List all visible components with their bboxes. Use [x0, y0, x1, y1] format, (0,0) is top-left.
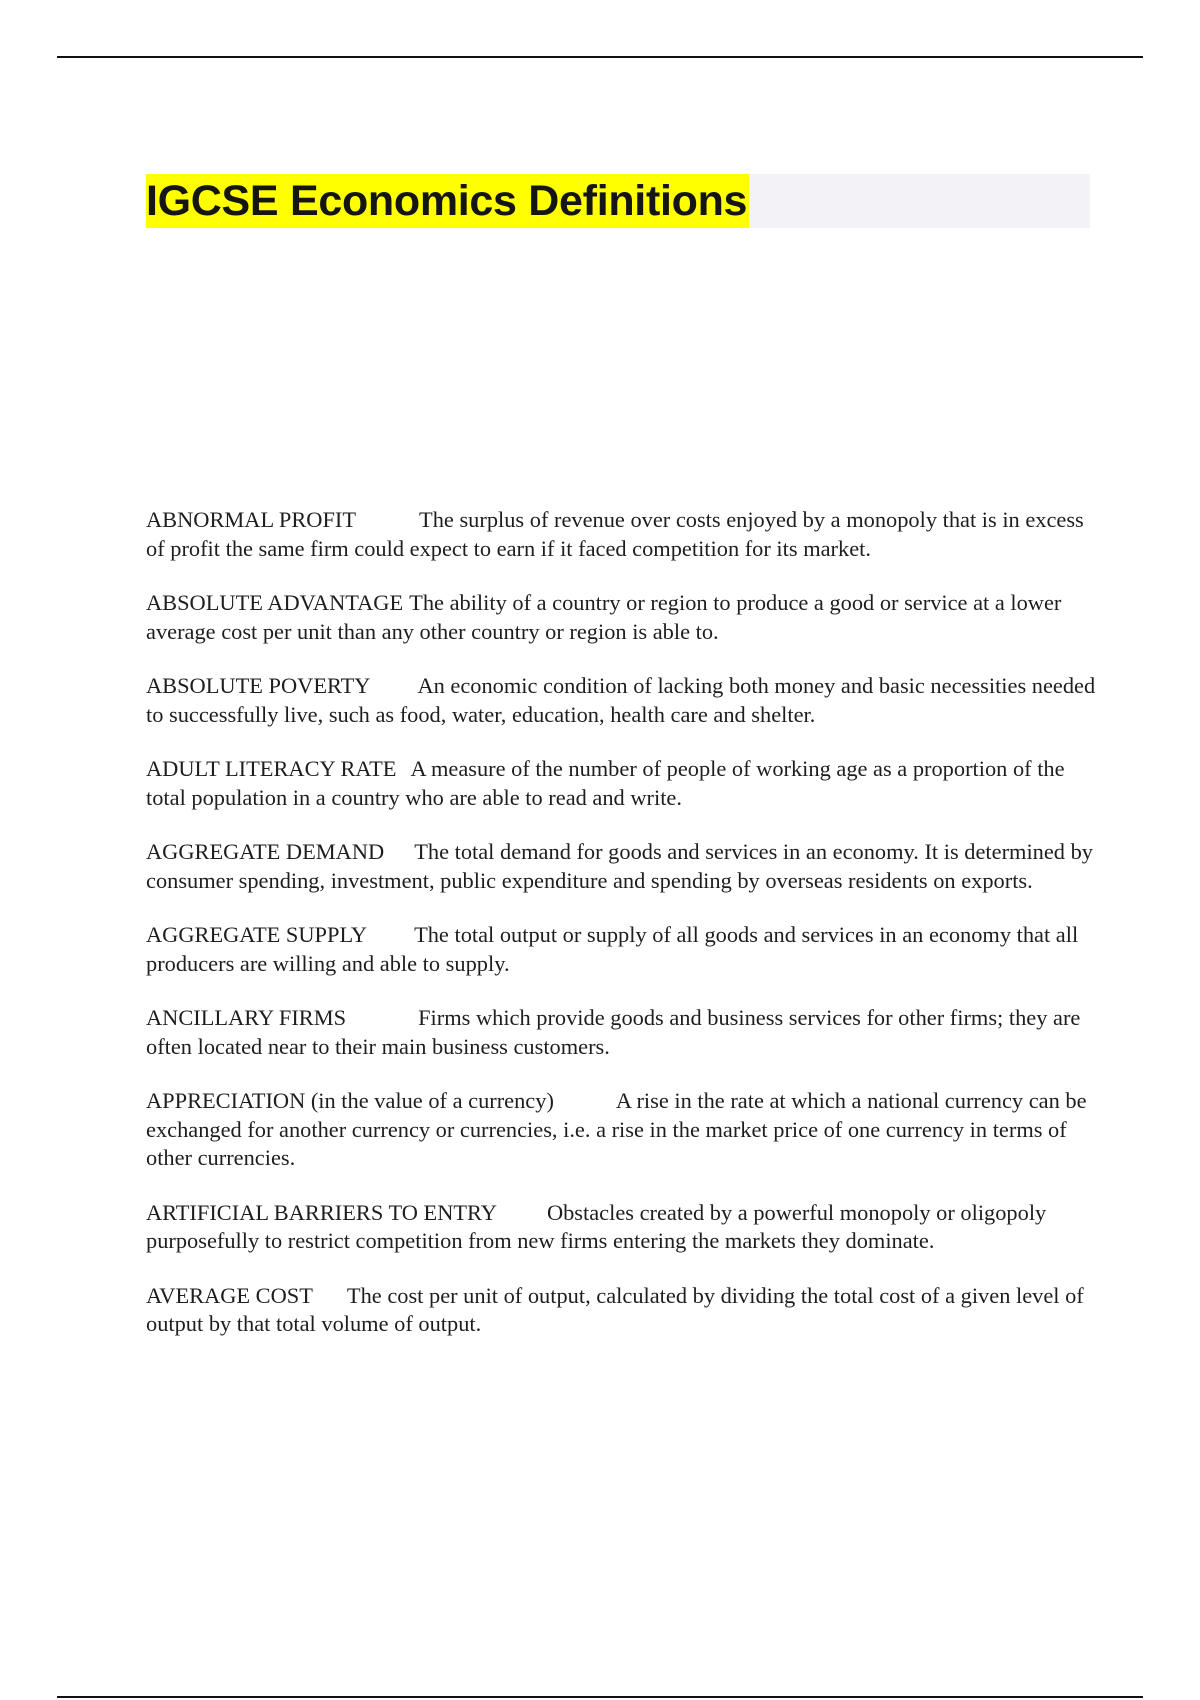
definition-text: The total demand for goods and services in an economy. It is determined by consumer spending, investment, public expenditure and spending by overseas residents on exports.	[146, 839, 1093, 893]
definition-entry	[146, 755, 1096, 812]
definition-entry	[146, 1004, 1096, 1061]
definition-term: ARTIFICIAL BARRIERS TO ENTRY	[146, 1199, 497, 1225]
definition-entry	[146, 589, 1096, 646]
definition-text: Obstacles created by a powerful monopoly or oligopoly purposefully to restrict competition from new firms entering the markets they dominate.	[146, 1199, 1047, 1253]
definition-term: AGGREGATE SUPPLY	[146, 922, 368, 947]
definition-entry	[146, 1282, 1096, 1339]
definition-text: The ability of a country or region to produce a good or service at a lower average cost per unit than any other country or region is able to.	[146, 590, 1062, 644]
definition-term: ABNORMAL PROFIT	[146, 507, 357, 532]
top-rule	[57, 56, 1143, 58]
definition-text: A measure of the number of people of working age as a proportion of the total population in a country who are able to read and write.	[146, 756, 1065, 810]
definition-term: ABSOLUTE ADVANTAGE	[146, 590, 404, 615]
definition-entry	[146, 838, 1096, 895]
definition-text: A rise in the rate at which a national currency can be exchanged for another currency or currencies, i.e. a rise in the market price of one currency in terms of other currencies.	[146, 1088, 1087, 1170]
page-title: IGCSE Economics Definitions	[146, 174, 749, 228]
definition-term: APPRECIATION (in the value of a currency)	[146, 1088, 554, 1113]
definition-text: The surplus of revenue over costs enjoyed by a monopoly that is in excess of profit the same firm could expect to earn if it faced competition for its market.	[146, 507, 1084, 561]
definition-term: ABSOLUTE POVERTY	[146, 673, 371, 698]
definition-entry	[146, 1087, 1096, 1173]
definition-entry	[146, 672, 1096, 729]
definition-text: Firms which provide goods and business services for other firms; they are often located near to their main business customers.	[146, 1005, 1081, 1059]
bottom-rule	[57, 1696, 1143, 1698]
definition-term: ADULT LITERACY RATE	[146, 756, 397, 781]
definition-term: AVERAGE COST	[146, 1282, 313, 1308]
definitions-list	[146, 506, 1096, 1365]
definition-term: AGGREGATE DEMAND	[146, 839, 385, 864]
definition-text: An economic condition of lacking both money and basic necessities needed to successfully live, such as food, water, education, health care and shelter.	[146, 673, 1096, 727]
definition-text: The total output or supply of all goods and services in an economy that all producers are willing and able to supply.	[146, 922, 1079, 976]
definition-entry	[146, 921, 1096, 978]
definition-term: ANCILLARY FIRMS	[146, 1005, 347, 1030]
definition-entry	[146, 1199, 1096, 1256]
definition-text: The cost per unit of output, calculated by dividing the total cost of a given level of output by that total volume of output.	[146, 1282, 1084, 1336]
definition-entry	[146, 506, 1096, 563]
